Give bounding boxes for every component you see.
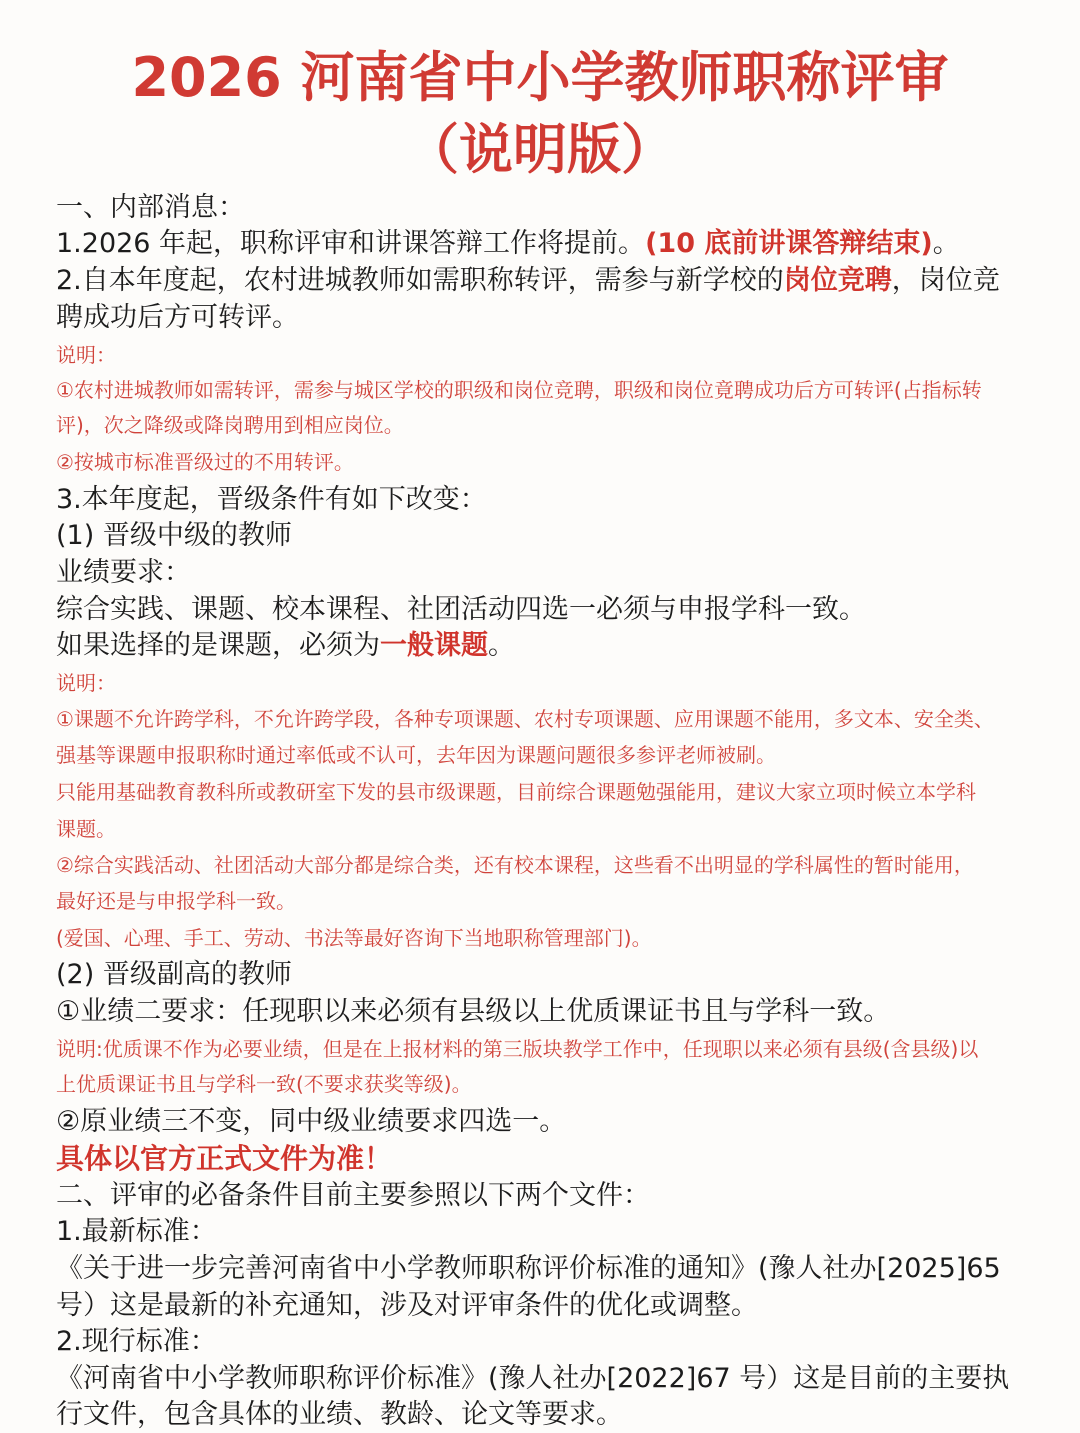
note-2-line: 最好还是与申报学科一致。 bbox=[56, 889, 296, 913]
note-2-label: 说明： bbox=[56, 671, 116, 695]
standard-2-doc: 《河南省中小学教师职称评价标准》(豫人社办[2022]67 号）这是目前的主要执 bbox=[56, 1363, 1010, 1394]
page-subtitle: （说明版） bbox=[405, 118, 675, 181]
official-notice: 具体以官方正式文件为准！ bbox=[56, 1142, 393, 1175]
note-3-line: 说明:优质课不作为必要业绩，但是在上报材料的第三版块教学工作中，任现职以来必须有县级(含县级)以 bbox=[56, 1037, 979, 1061]
section-heading-1: 一、内部消息： bbox=[56, 192, 245, 223]
standard-2-label: 2.现行标准： bbox=[56, 1326, 217, 1357]
note-2-line: (爱国、心理、手工、劳动、书法等最好咨询下当地职称管理部门)。 bbox=[56, 926, 652, 950]
item-2-cont: 聘成功后方可转评。 bbox=[56, 302, 299, 333]
item-2-text-b: ，岗位竞 bbox=[891, 265, 1000, 296]
note-2-line: 课题。 bbox=[56, 817, 116, 841]
note-1-line: ②按城市标准晋级过的不用转评。 bbox=[56, 450, 354, 474]
item-2 bbox=[56, 263, 1040, 299]
note-3-line: 上优质课证书且与学科一致(不要求获奖等级)。 bbox=[56, 1072, 472, 1096]
standard-1-label: 1.最新标准： bbox=[56, 1216, 217, 1247]
page-title: 2026 河南省中小学教师职称评审 bbox=[131, 46, 949, 109]
sub-1-line-2 bbox=[56, 628, 1040, 664]
note-1-line: 评)，次之降级或降岗聘用到相应岗位。 bbox=[56, 413, 404, 437]
sub-1-end: 。 bbox=[488, 630, 515, 661]
item-1-text: 1.2026 年起，职称评审和讲课答辩工作将提前。 bbox=[56, 228, 646, 259]
item-3: 3.本年度起，晋级条件有如下改变： bbox=[56, 484, 487, 515]
note-2-line: 强基等课题申报职称时通过率低或不认可，去年因为课题问题很多参评老师被刷。 bbox=[56, 743, 776, 767]
standard-2-doc-cont: 行文件，包含具体的业绩、教龄、论文等要求。 bbox=[56, 1399, 623, 1430]
sub-heading-1: (1) 晋级中级的教师 bbox=[56, 520, 292, 551]
item-1-end: 。 bbox=[932, 228, 960, 259]
standard-1-doc: 《关于进一步完善河南省中小学教师职称评价标准的通知》(豫人社办[2025]65 bbox=[56, 1253, 1001, 1284]
section-heading-2: 二、评审的必备条件目前主要参照以下两个文件： bbox=[56, 1180, 650, 1211]
note-2-line: ②综合实践活动、社团活动大部分都是综合类，还有校本课程，这些看不出明显的学科属性的暂时能用， bbox=[56, 853, 974, 877]
item-2-highlight: 岗位竞聘 bbox=[783, 265, 892, 296]
sub-1-line: 综合实践、课题、校本课程、社团活动四选一必须与申报学科一致。 bbox=[56, 594, 866, 625]
sub-1-requirement: 业绩要求： bbox=[56, 557, 191, 588]
standard-1-doc-cont: 号）这是最新的补充通知，涉及对评审条件的优化或调整。 bbox=[56, 1290, 758, 1321]
sub-1-highlight: 一般课题 bbox=[380, 630, 488, 661]
item-2-text: 2.自本年度起，农村进城教师如需职称转评，需参与新学校的 bbox=[56, 265, 784, 296]
note-2-line: ①课题不允许跨学科，不允许跨学段，各种专项课题、农村专项课题、应用课题不能用，多文本、安全类、 bbox=[56, 707, 994, 731]
note-1-label: 说明： bbox=[56, 343, 116, 367]
item-1 bbox=[56, 226, 1040, 262]
item-1-highlight: (10 底前讲课答辩结束) bbox=[645, 228, 933, 259]
sub-2-line: ①业绩二要求：任现职以来必须有县级以上优质课证书且与学科一致。 bbox=[56, 996, 891, 1027]
sub-heading-2: (2) 晋级副高的教师 bbox=[56, 959, 292, 990]
note-1-line: ①农村进城教师如需转评，需参与城区学校的职级和岗位竞聘，职级和岗位竟聘成功后方可转评(占指标转 bbox=[56, 378, 982, 402]
note-2-line: 只能用基础教育教科所或教研室下发的县市级课题，目前综合课题勉强能用，建议大家立项时候立本学科 bbox=[56, 780, 976, 804]
sub-2-line: ②原业绩三不变，同中级业绩要求四选一。 bbox=[56, 1106, 567, 1137]
sub-1-text: 如果选择的是课题，必须为 bbox=[56, 630, 380, 661]
